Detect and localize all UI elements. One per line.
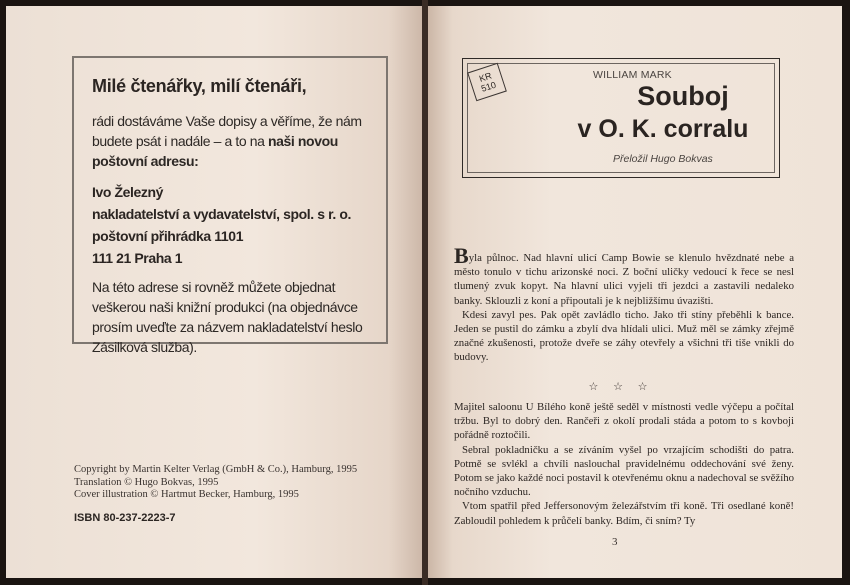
intro-bold-text: naši novou poštovní adresu:	[92, 133, 338, 169]
address-line: nakladatelství a vydavatelství, spol. s r. o.	[92, 206, 352, 222]
greeting: Milé čtenářky, milí čtenáři,	[92, 76, 307, 96]
series-code: KR	[477, 70, 493, 84]
address-line: poštovní přihrádka 1101	[92, 228, 244, 244]
right-page	[428, 6, 842, 578]
intro-text: rádi dostáváme Vaše dopisy a věříme, že nám budete psát i nadále – a to na	[92, 113, 362, 149]
translator-credit: Přeložil Hugo Bokvas	[613, 153, 713, 165]
paragraph-text: yla půlnoc. Nad hlavní ulicí Camp Bowie se klenulo hvězdnaté nebe a město tonulo v tichu arizonské noci. Z boční uličky vedoucí k řece se nesl tlumený zvuk kopyt. Na hlavní ulici vyjeli tři jezdci a zastavili nedaleko banky. Sklouzli z koní a připoutali je k nejbližšímu úvazišti.	[454, 252, 794, 307]
copyright-line: Copyright by Martin Kelter Verlag (GmbH & Co.), Hamburg, 1995	[74, 464, 358, 475]
postal-address	[92, 181, 382, 269]
section-separator: ☆ ☆ ☆	[588, 381, 654, 393]
series-badge	[467, 63, 507, 101]
isbn: ISBN 80-237-2223-7	[74, 512, 176, 524]
intro-paragraph	[92, 111, 382, 171]
paragraph	[454, 243, 794, 308]
reader-notice-box	[72, 56, 388, 355]
paragraph: Kdesi zavyl pes. Pak opět zavládlo ticho. Jako tři stíny přeběhli k bance. Jeden se pustil do zámku a zbylí dva hlídali ulici. Muž měl se zámky zřejmě značné zkušenosti, protože dveře se záhy otevřely a všichni tři tiše vnikli do budovy.	[454, 308, 794, 364]
book-title-line2: v O. K. corralu	[577, 115, 749, 143]
page-number: 3	[612, 536, 618, 548]
paragraph: Vtom spatřil před Jeffersonovým železářstvím tři koně. Tři osedlané koně! Zabloudil pohledem k průčelí banky. Bdím, či sním? Ty	[454, 500, 794, 527]
author-name: WILLIAM MARK	[593, 69, 672, 81]
drop-cap: B	[454, 243, 469, 268]
order-note: Na této adrese si rovněž můžete objednat veškerou naši knižní produkci (na objednávce prosím uveďte za názvem nakladatelství heslo Zásilková služba).	[92, 279, 363, 355]
story-text-part2	[454, 400, 794, 528]
paragraph: Majitel saloonu U Bílého koně ještě seděl v místnosti vedle výčepu a počítal tržbu. Byl to dobrý den. Rančeři z okolí prodali stáda a potom to s kovboji pořádně roztočili.	[454, 401, 794, 442]
copyright-line: Cover illustration © Hartmut Becker, Hamburg, 1995	[74, 489, 299, 500]
paragraph: Sebral pokladničku a se zíváním vyšel po vrzajícím schodišti do patra. Potmě se svlékl a chvíli naslouchal pravidelnému oddechování své ženy. Potom se jako každé noci postavil k otevřenému oknu a nadechoval se svěžího nočního vzduchu.	[454, 443, 795, 499]
book-title-line1: Souboj	[637, 81, 729, 111]
title-box	[462, 58, 780, 178]
copyright-block	[74, 464, 404, 502]
series-number: 510	[479, 79, 498, 94]
story-text-part1	[454, 243, 794, 365]
left-page	[6, 6, 422, 578]
copyright-line: Translation © Hugo Bokvas, 1995	[74, 476, 219, 488]
address-line: 111 21 Praha 1	[92, 250, 183, 266]
address-line: Ivo Železný	[92, 184, 164, 200]
